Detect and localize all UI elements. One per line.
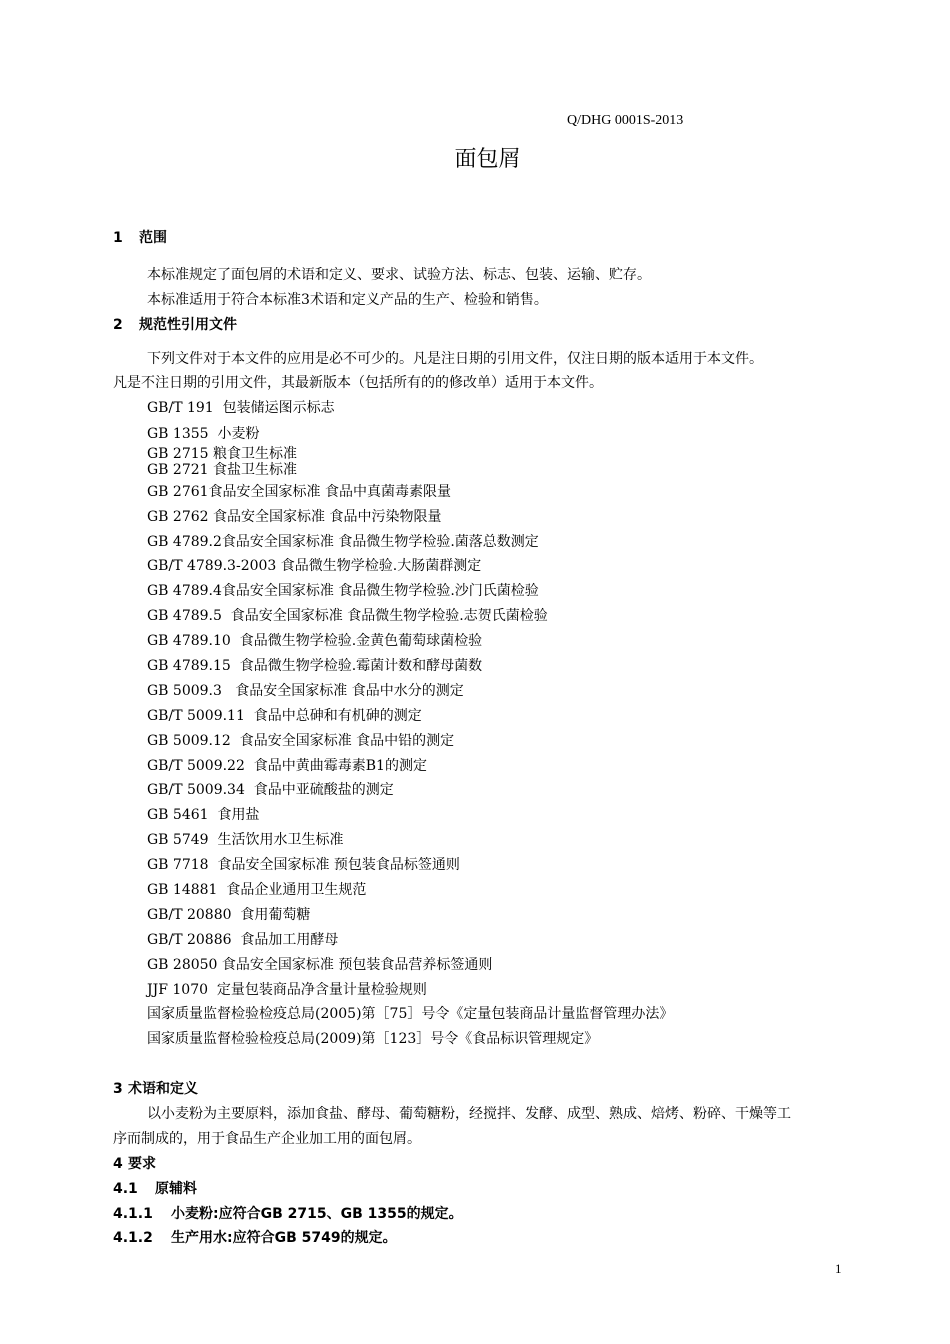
reference-item: GB 2761食品安全国家标准 食品中真菌毒素限量 [147,484,451,500]
section-title: 规范性引用文件 [139,317,237,333]
reference-item: GB 7718 食品安全国家标准 预包装食品标签通则 [147,857,460,873]
subsection-title: 原辅料 [155,1181,197,1197]
section-number: 1 [113,230,123,246]
section-4-heading [113,1155,156,1173]
reference-item: GB 2721 食盐卫生标准 [147,462,298,478]
reference-item: GB 5749 生活饮用水卫生标准 [147,832,344,848]
section-number: 3 [113,1081,123,1097]
reference-item: GB/T 4789.3-2003 食品微生物学检验.大肠菌群测定 [147,558,482,574]
reference-item: GB 4789.15 食品微生物学检验.霉菌计数和酵母菌数 [147,658,483,674]
document-title: 面包屑 [454,147,521,172]
paragraph-line: 以小麦粉为主要原料，添加食盐、酵母、葡萄糖粉，经搅拌、发酵、成型、熟成、焙烤、粉碎、干燥等工 [147,1106,791,1122]
paragraph-line: 序而制成的，用于食品生产企业加工用的面包屑。 [113,1131,421,1147]
subsection-4-1-2-heading [113,1229,397,1247]
reference-item: GB/T 5009.22 食品中黄曲霉毒素B1的测定 [147,758,427,774]
reference-item: GB/T 191 包装储运图示标志 [147,400,335,416]
subsection-4-1-1-heading [113,1205,463,1223]
reference-item: GB 4789.5 食品安全国家标准 食品微生物学检验.志贺氏菌检验 [147,608,548,624]
reference-item: GB 5009.12 食品安全国家标准 食品中铅的测定 [147,733,455,749]
paragraph: 本标准规定了面包屑的术语和定义、要求、试验方法、标志、包装、运输、贮存。 [147,267,651,283]
reference-item: 国家质量监督检验检疫总局(2009)第［123］号令《食品标识管理规定》 [147,1031,599,1047]
subsection-title: 小麦粉:应符合GB 2715、GB 1355的规定。 [171,1206,463,1222]
reference-item: GB/T 20880 食用葡萄糖 [147,907,311,923]
section-title: 范围 [139,230,167,246]
subsection-title: 生产用水:应符合GB 5749的规定。 [171,1230,397,1246]
subsection-number: 4.1.2 [113,1230,153,1246]
section-title: 术语和定义 [128,1081,198,1097]
section-1-heading [113,229,167,247]
subsection-4-1-heading [113,1180,197,1198]
reference-item: GB 4789.4食品安全国家标准 食品微生物学检验.沙门氏菌检验 [147,583,539,599]
reference-item: GB 4789.2食品安全国家标准 食品微生物学检验.菌落总数测定 [147,534,539,550]
reference-item: GB 5461 食用盐 [147,807,260,823]
reference-item: JJF 1070 定量包装商品净含量计量检验规则 [147,982,427,998]
section-number: 4 [113,1156,123,1172]
paragraph: 本标准适用于符合本标准3术语和定义产品的生产、检验和销售。 [147,292,548,308]
reference-item: GB/T 5009.11 食品中总砷和有机砷的测定 [147,708,422,724]
reference-item: 国家质量监督检验检疫总局(2005)第［75］号令《定量包装商品计量监督管理办法》 [147,1006,674,1022]
reference-item: GB 14881 食品企业通用卫生规范 [147,882,367,898]
paragraph-line: 下列文件对于本文件的应用是必不可少的。凡是注日期的引用文件，仅注日期的版本适用于本文件。 [147,351,763,367]
section-number: 2 [113,317,123,333]
subsection-number: 4.1 [113,1181,138,1197]
subsection-number: 4.1.1 [113,1206,153,1222]
section-title: 要求 [128,1156,156,1172]
reference-item: GB/T 20886 食品加工用酵母 [147,932,339,948]
section-3-heading [113,1080,198,1098]
reference-item: GB/T 5009.34 食品中亚硫酸盐的测定 [147,782,394,798]
paragraph-line: 凡是不注日期的引用文件，其最新版本（包括所有的的修改单）适用于本文件。 [113,375,603,391]
reference-item: GB 5009.3 食品安全国家标准 食品中水分的测定 [147,683,464,699]
section-2-heading [113,316,237,334]
reference-item: GB 2762 食品安全国家标准 食品中污染物限量 [147,509,442,525]
reference-item: GB 4789.10 食品微生物学检验.金黄色葡萄球菌检验 [147,633,483,649]
page-number: 1 [835,1261,842,1276]
reference-item: GB 28050 食品安全国家标准 预包装食品营养标签通则 [147,957,493,973]
document-number: Q/DHG 0001S-2013 [567,113,684,128]
reference-item: GB 1355 小麦粉 [147,426,260,442]
reference-item: GB 2715 粮食卫生标准 [147,446,298,462]
